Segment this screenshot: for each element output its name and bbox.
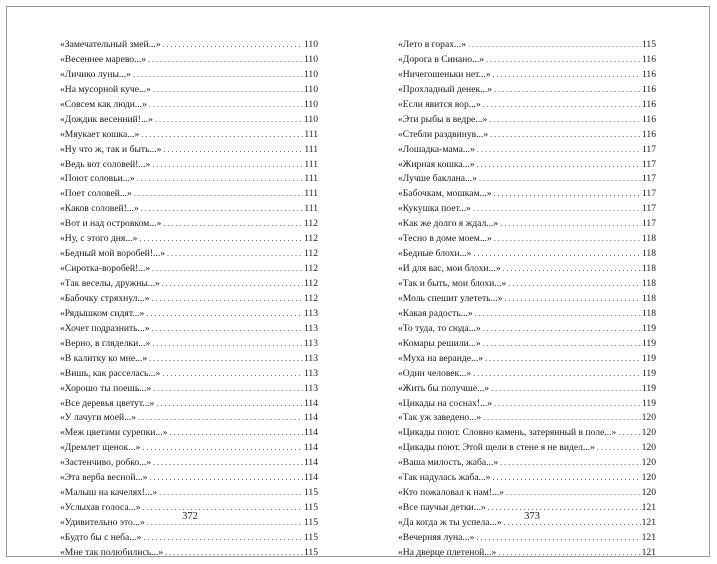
toc-entry-title: «Замечательный змей...» [60, 39, 161, 50]
toc-entry-title: «Как же долго я ждал...» [398, 218, 499, 230]
toc-entry [398, 382, 656, 397]
toc-entry [60, 486, 318, 501]
toc-entry-title: «Вот и над островком...» [60, 218, 162, 230]
dot-leader [493, 68, 641, 83]
toc-entry-page: 110 [303, 98, 318, 110]
toc-entry-title: «Верно, в гляделки...» [60, 337, 151, 349]
toc-entry [398, 217, 656, 232]
dot-leader [152, 337, 303, 352]
toc-entry-title: «Дремлет щенок...» [60, 442, 141, 454]
toc-entry-title: «Весеннее марево...» [60, 53, 147, 65]
toc-entry [398, 471, 656, 486]
toc-entry-title: «Эти рыбы в ведре...» [398, 113, 488, 125]
dot-leader [468, 38, 641, 53]
dot-leader [162, 277, 303, 292]
toc-entry-page: 112 [303, 248, 318, 260]
dot-leader [494, 187, 641, 202]
dot-leader [494, 232, 641, 247]
dot-leader [143, 531, 303, 546]
toc-entry-title: «Муха на веранде...» [398, 352, 484, 364]
toc-entry [60, 83, 318, 98]
toc-entry-page: 110 [303, 68, 318, 80]
toc-entry-page: 121 [641, 502, 656, 514]
toc-entry-page: 121 [641, 546, 656, 558]
toc-entry [398, 247, 656, 262]
dot-leader [149, 471, 303, 486]
toc-entry [398, 202, 656, 217]
dot-leader [159, 486, 303, 501]
toc-entry-page: 116 [641, 68, 656, 80]
toc-entry-page: 111 [304, 128, 318, 140]
toc-entry-page: 111 [304, 158, 318, 170]
toc-entry-page: 116 [641, 83, 656, 95]
dot-leader [492, 471, 640, 486]
toc-entry-page: 118 [641, 248, 656, 260]
dot-leader [483, 337, 641, 352]
toc-entry-title: «Жирная кошка...» [398, 158, 475, 170]
toc-entry [398, 546, 656, 561]
toc-entry-title: «Меж цветами сурепки...» [60, 427, 168, 439]
toc-entry-page: 113 [303, 337, 318, 349]
toc-entry-title: «Вишь, как расселась...» [60, 367, 161, 379]
dot-leader [506, 486, 641, 501]
toc-entry-page: 118 [641, 278, 656, 289]
toc-entry-page: 115 [641, 39, 656, 50]
toc-entry-page: 121 [641, 517, 656, 528]
toc-entry [398, 187, 656, 202]
toc-entry [60, 546, 318, 561]
toc-entry [398, 322, 656, 337]
toc-entry-page: 119 [641, 352, 656, 364]
toc-list-right [398, 38, 656, 561]
toc-entry [60, 352, 318, 367]
toc-entry [398, 456, 656, 471]
toc-entry [398, 277, 656, 292]
dot-leader [148, 53, 303, 68]
toc-entry-title: «Тесно в доме моем...» [398, 233, 492, 245]
toc-entry [60, 128, 318, 143]
dot-leader [483, 411, 640, 426]
toc-entry-page: 120 [641, 442, 656, 454]
toc-entry-title: «Цикады на соснах!...» [398, 397, 493, 409]
toc-entry-page: 114 [303, 457, 318, 469]
page-number-left: 372 [182, 511, 198, 522]
toc-entry-page: 118 [641, 292, 656, 304]
toc-entry-title: «Так надулась жаба...» [398, 472, 491, 484]
dot-leader [153, 456, 303, 471]
dot-leader [137, 172, 304, 187]
toc-entry [60, 367, 318, 382]
toc-entry-page: 111 [304, 188, 318, 200]
toc-entry-page: 115 [303, 546, 318, 558]
dot-leader [141, 202, 304, 217]
dot-leader [597, 441, 641, 456]
toc-entry-page: 121 [641, 531, 656, 543]
page-number-right: 373 [524, 511, 540, 522]
dot-leader [479, 172, 641, 187]
toc-entry [398, 411, 656, 426]
dot-leader [138, 411, 303, 426]
dot-leader [473, 367, 641, 382]
dot-leader [491, 382, 641, 397]
toc-entry [60, 172, 318, 187]
toc-entry-page: 115 [303, 502, 318, 514]
dot-leader [167, 247, 303, 262]
toc-entry-page: 118 [641, 263, 656, 275]
toc-entry-title: «Застенчиво, робко...» [60, 457, 152, 469]
dot-leader [618, 426, 640, 441]
toc-entry-page: 114 [303, 412, 318, 424]
dot-leader [156, 397, 303, 412]
toc-entry-page: 113 [303, 352, 318, 364]
toc-entry-page: 113 [303, 382, 318, 394]
toc-entry-title: «Сиротка-воробей!...» [60, 263, 151, 275]
toc-entry [60, 38, 318, 53]
toc-entry-title: «Услыхав голоса...» [60, 502, 141, 514]
toc-entry [398, 307, 656, 322]
toc-entry-title: «Так веселы, дружны...» [60, 278, 160, 289]
dot-leader [483, 322, 641, 337]
toc-list-left [60, 38, 318, 561]
toc-entry-title: «В калитку ко мне...» [60, 352, 148, 364]
right-page [398, 38, 656, 561]
toc-entry-page: 112 [303, 278, 318, 289]
toc-entry-page: 112 [303, 233, 318, 245]
dot-leader [162, 367, 303, 382]
left-page [60, 38, 318, 561]
dot-leader [163, 217, 303, 232]
toc-entry [398, 113, 656, 128]
toc-entry-title: «Все паучьи детки...» [398, 502, 486, 514]
toc-entry-title: «Ваша милость, жаба...» [398, 457, 499, 469]
toc-entry-page: 116 [641, 128, 656, 140]
toc-entry-page: 115 [303, 531, 318, 543]
toc-entry [60, 322, 318, 337]
toc-entry-title: «Какая радость...» [398, 307, 473, 319]
toc-entry-page: 112 [303, 218, 318, 230]
dot-leader [163, 38, 303, 53]
toc-entry-page: 120 [641, 487, 656, 499]
dot-leader [149, 98, 303, 113]
toc-entry-page: 120 [641, 412, 656, 424]
toc-entry-page: 116 [641, 113, 656, 125]
toc-entry-title: «Ну что ж, так и быть...» [60, 143, 162, 155]
toc-entry [60, 158, 318, 173]
toc-entry [60, 143, 318, 158]
toc-entry-title: «Ну, с этого дня...» [60, 233, 138, 245]
dot-leader [142, 441, 303, 456]
dot-leader [498, 546, 640, 561]
dot-leader [152, 322, 303, 337]
toc-entry-title: «Цикады поют. Этой щели в стене я не видел...» [398, 442, 595, 454]
toc-entry [398, 367, 656, 382]
toc-entry-title: «Один человек...» [398, 367, 472, 379]
toc-entry-page: 115 [303, 487, 318, 499]
toc-entry-title: «Удивительно это...» [60, 517, 145, 528]
toc-entry-page: 117 [641, 188, 656, 200]
toc-entry-title: «Бабочку стряхнул...» [60, 292, 150, 304]
toc-entry-page: 112 [303, 292, 318, 304]
toc-entry-page: 110 [303, 39, 318, 50]
toc-entry-title: «Малыш на качелях!...» [60, 487, 158, 499]
toc-entry [60, 262, 318, 277]
toc-entry [398, 68, 656, 83]
dot-leader [152, 158, 303, 173]
toc-entry-title: «Стебли раздвинув...» [398, 128, 489, 140]
toc-entry-page: 116 [641, 98, 656, 110]
toc-entry-title: «Хорошо ты поешь...» [60, 382, 152, 394]
dot-leader [141, 128, 303, 143]
toc-entry-title: «Так и быть, мои блохи...» [398, 278, 507, 289]
toc-entry [398, 292, 656, 307]
dot-leader [490, 128, 641, 143]
toc-entry-page: 117 [641, 158, 656, 170]
toc-entry [398, 53, 656, 68]
dot-leader [152, 262, 303, 277]
toc-entry-title: «Ведь вот соловей!...» [60, 158, 151, 170]
toc-entry [398, 38, 656, 53]
toc-entry-title: «Цикады поют. Словно камень, затерянный в поле...» [398, 427, 617, 439]
toc-entry-page: 114 [303, 472, 318, 484]
toc-entry-page: 111 [304, 173, 318, 185]
toc-entry-title: «Кукушка поет...» [398, 203, 471, 215]
toc-entry [60, 68, 318, 83]
toc-entry [60, 232, 318, 247]
toc-entry-title: «Дорога в Синано...» [398, 53, 485, 65]
dot-leader [508, 277, 641, 292]
toc-entry-page: 110 [303, 113, 318, 125]
toc-entry-page: 110 [303, 83, 318, 95]
dot-leader [494, 397, 641, 412]
toc-entry [398, 172, 656, 187]
toc-entry-title: «Эта верба весной...» [60, 472, 148, 484]
toc-entry-title: «И для вас, мои блохи...» [398, 263, 501, 275]
dot-leader [153, 382, 303, 397]
toc-entry-title: «Вечерняя луна...» [398, 531, 475, 543]
dot-leader [475, 307, 641, 322]
dot-leader [503, 262, 641, 277]
toc-entry-title: «То туда, то сюда...» [398, 322, 481, 334]
toc-entry-page: 111 [304, 203, 318, 215]
toc-entry-title: «Да когда ж ты успела...» [398, 517, 502, 528]
toc-entry [60, 382, 318, 397]
dot-leader [494, 83, 641, 98]
toc-entry-page: 118 [641, 307, 656, 319]
toc-entry [60, 202, 318, 217]
toc-entry-title: «Хочет подразнить...» [60, 322, 150, 334]
toc-entry [60, 53, 318, 68]
dot-leader [169, 426, 303, 441]
toc-entry-title: «Кто пожаловал к нам!...» [398, 487, 504, 499]
toc-entry [60, 113, 318, 128]
toc-entry-title: «Если явится вор...» [398, 98, 481, 110]
toc-entry [60, 411, 318, 426]
toc-entry [398, 337, 656, 352]
toc-entry [60, 441, 318, 456]
dot-leader [133, 68, 303, 83]
toc-entry-page: 117 [641, 173, 656, 185]
toc-entry [60, 217, 318, 232]
toc-entry-title: «На дверце плетеной...» [398, 546, 497, 558]
toc-entry-page: 111 [304, 143, 318, 155]
toc-entry [60, 531, 318, 546]
toc-entry [60, 247, 318, 262]
dot-leader [489, 113, 641, 128]
toc-entry-title: «Дождик весенний!...» [60, 113, 153, 125]
toc-entry-title: «Бедные блохи...» [398, 248, 472, 260]
toc-entry-page: 116 [641, 53, 656, 65]
toc-entry [60, 426, 318, 441]
toc-entry [398, 232, 656, 247]
toc-entry-page: 115 [303, 517, 318, 528]
toc-entry-title: «Рядышком сидят...» [60, 307, 145, 319]
toc-entry-title: «На мусорной куче...» [60, 83, 151, 95]
toc-entry-title: «Поет соловей...» [60, 188, 132, 200]
dot-leader [165, 546, 303, 561]
toc-entry-page: 114 [303, 397, 318, 409]
dot-leader [155, 113, 303, 128]
toc-entry-page: 118 [641, 233, 656, 245]
dot-leader [477, 158, 641, 173]
dot-leader [473, 202, 641, 217]
toc-entry [60, 292, 318, 307]
dot-leader [476, 531, 640, 546]
toc-entry [60, 397, 318, 412]
toc-entry [398, 441, 656, 456]
toc-entry-page: 117 [641, 218, 656, 230]
toc-entry-title: «У лачуги моей...» [60, 412, 137, 424]
toc-entry-page: 114 [303, 427, 318, 439]
toc-entry-page: 120 [641, 427, 656, 439]
toc-entry-title: «Все деревья цветут...» [60, 397, 155, 409]
toc-entry [398, 128, 656, 143]
toc-entry-title: «Бедный мой воробей!...» [60, 248, 166, 260]
dot-leader [146, 307, 303, 322]
toc-entry [398, 83, 656, 98]
toc-entry [398, 262, 656, 277]
toc-entry [398, 531, 656, 546]
toc-entry-title: «Прохладный денек...» [398, 83, 493, 95]
toc-entry-title: «Поют соловьи...» [60, 173, 135, 185]
toc-entry-page: 110 [303, 53, 318, 65]
dot-leader [163, 143, 303, 158]
toc-entry-title: «Моль спешит улететь...» [398, 292, 503, 304]
toc-entry [398, 426, 656, 441]
toc-entry-title: «Мне так полюбились...» [60, 546, 164, 558]
toc-entry-title: «Комары решили...» [398, 337, 481, 349]
toc-entry-page: 114 [303, 442, 318, 454]
toc-entry-title: «Мяукает кошка...» [60, 128, 140, 140]
dot-leader [505, 292, 641, 307]
toc-entry-title: «Ничегошеньки нет...» [398, 68, 491, 80]
toc-entry [60, 98, 318, 113]
toc-entry-page: 113 [303, 322, 318, 334]
dot-leader [477, 143, 641, 158]
toc-entry-page: 120 [641, 472, 656, 484]
toc-entry [60, 337, 318, 352]
toc-entry-page: 119 [641, 322, 656, 334]
dot-leader [151, 292, 303, 307]
toc-entry-page: 119 [641, 397, 656, 409]
dot-leader [153, 83, 303, 98]
toc-entry [398, 397, 656, 412]
toc-entry-title: «Жить бы получше...» [398, 382, 490, 394]
toc-entry-title: «Так уж заведено...» [398, 412, 482, 424]
toc-entry-page: 119 [641, 367, 656, 379]
toc-entry [60, 187, 318, 202]
dot-leader [149, 352, 303, 367]
toc-entry-title: «Лучше баклана...» [398, 173, 477, 185]
toc-entry-title: «Совсем как люди...» [60, 98, 147, 110]
toc-entry-title: «Бабочкам, мошкам...» [398, 188, 492, 200]
toc-entry [398, 158, 656, 173]
toc-entry-page: 112 [303, 263, 318, 275]
toc-entry [60, 456, 318, 471]
toc-entry-page: 113 [303, 367, 318, 379]
toc-entry-title: «Лето в горах...» [398, 39, 467, 50]
toc-entry [60, 307, 318, 322]
toc-entry-page: 119 [641, 382, 656, 394]
toc-entry [398, 98, 656, 113]
toc-entry [398, 143, 656, 158]
toc-entry-page: 119 [641, 337, 656, 349]
dot-leader [500, 456, 640, 471]
dot-leader [485, 352, 641, 367]
dot-leader [134, 187, 303, 202]
dot-leader [139, 232, 303, 247]
toc-entry-title: «Каков соловей!...» [60, 203, 139, 215]
dot-leader [483, 98, 641, 113]
toc-entry [60, 277, 318, 292]
toc-entry [398, 486, 656, 501]
dot-leader [500, 217, 641, 232]
toc-entry-title: «Личико луны...» [60, 68, 131, 80]
dot-leader [473, 247, 640, 262]
toc-entry [398, 352, 656, 367]
dot-leader [486, 53, 641, 68]
toc-entry-page: 117 [641, 203, 656, 215]
toc-entry-page: 113 [303, 307, 318, 319]
toc-entry-title: «Лошадка-мама...» [398, 143, 475, 155]
toc-entry-page: 120 [641, 457, 656, 469]
toc-entry [60, 471, 318, 486]
toc-entry-title: «Будто бы с неба...» [60, 531, 142, 543]
toc-entry-page: 117 [641, 143, 656, 155]
